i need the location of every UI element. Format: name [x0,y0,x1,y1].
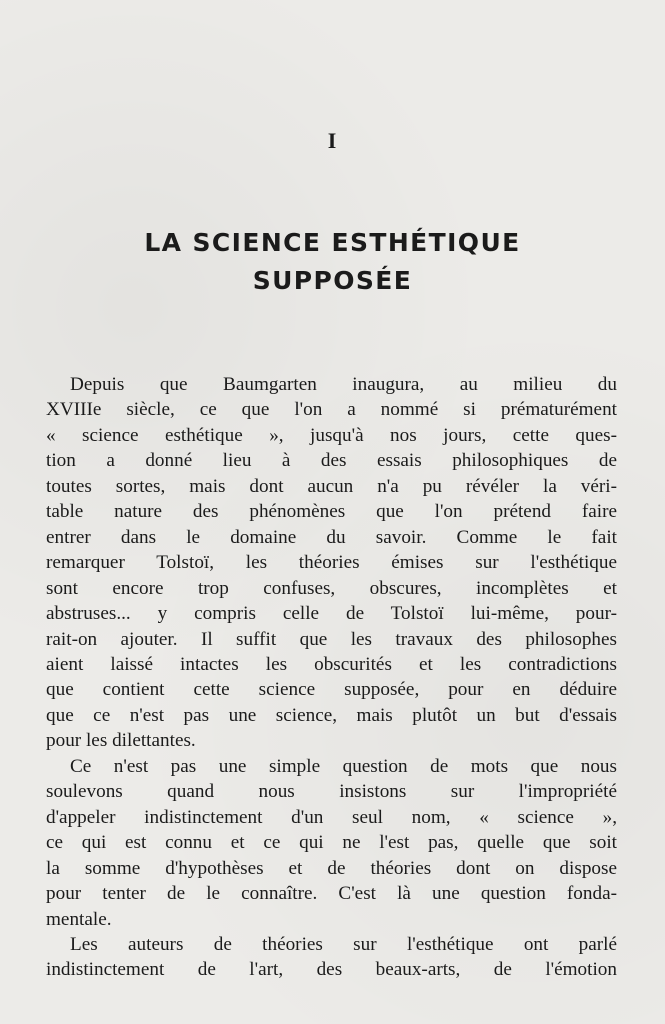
text-line: aient laissé intactes les obscurités et les contradictions [46,653,617,675]
text-line: « science esthétique », jusqu'à nos jours, cette ques- [46,424,617,446]
chapter-number: I [327,128,338,153]
text-line: Les auteurs de théories sur l'esthétique ont parlé [70,933,617,955]
text-line: remarquer Tolstoï, les théories émises sur l'esthétique [46,552,617,574]
body-text [46,372,617,983]
chapter-title [0,224,665,300]
text-line: pour les dilettantes. [46,730,196,752]
text-line: entrer dans le domaine du savoir. Comme le fait [46,526,617,548]
text-line: que ce n'est pas une science, mais plutôt un but d'essais [46,704,617,726]
text-line: tion a donné lieu à des essais philosophiques de [46,450,617,472]
text-line: Ce n'est pas une simple question de mots que nous [70,755,617,777]
text-line: mentale. [46,908,112,930]
text-line: la somme d'hypothèses et de théories dont on dispose [46,857,617,879]
text-line: soulevons quand nous insistons sur l'impropriété [46,781,617,803]
text-line: que contient cette science supposée, pour en déduire [46,679,617,701]
text-line: table nature des phénomènes que l'on prétend faire [46,501,617,523]
text-line: Depuis que Baumgarten inaugura, au milieu du [70,374,617,395]
chapter-title-line-2: SUPPOSÉE [252,266,413,295]
chapter-title-line-1: LA SCIENCE ESTHÉTIQUE [144,228,521,257]
text-line: pour tenter de le connaître. C'est là une question fonda- [46,883,617,905]
text-line: XVIIIe siècle, ce que l'on a nommé si prématurément [46,399,617,421]
paragraph-1 [46,372,617,754]
text-line: toutes sortes, mais dont aucun n'a pu révéler la véri- [46,475,617,497]
text-line: sont encore trop confuses, obscures, incomplètes et [46,577,617,599]
paragraph-3 [46,932,617,983]
text-line: indistinctement de l'art, des beaux-arts, de l'émotion [46,959,617,981]
text-line: ce qui est connu et ce qui ne l'est pas, quelle que soit [46,832,617,854]
text-line: abstruses... y compris celle de Tolstoï lui-même, pour- [46,603,617,625]
text-line: d'appeler indistinctement d'un seul nom, « science », [46,806,617,828]
text-line: rait-on ajouter. Il suffit que les travaux des philosophes [46,628,617,650]
paragraph-2 [46,754,617,932]
